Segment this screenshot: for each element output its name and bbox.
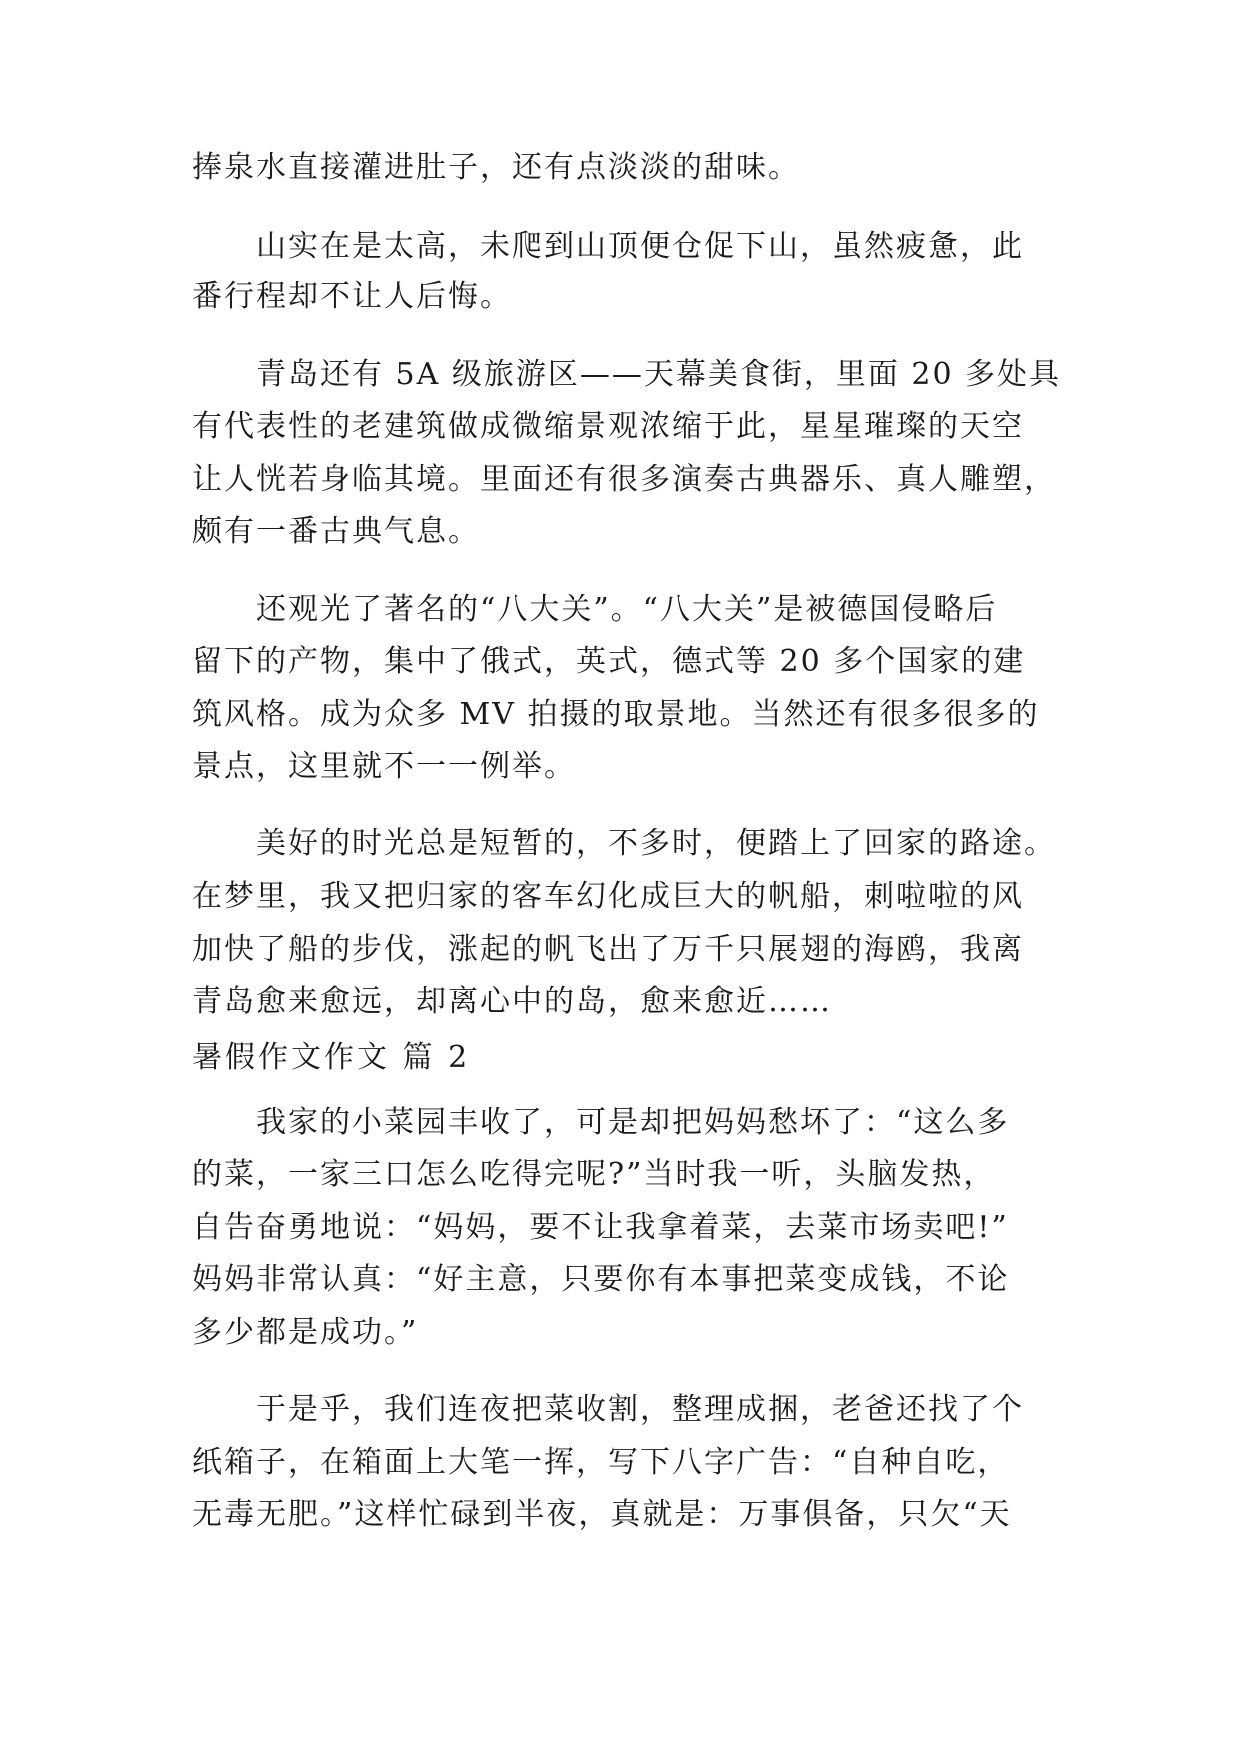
text-line: 纸箱子，在箱面上大笔一挥，写下八字广告：“自种自吃， <box>192 1445 1010 1480</box>
paragraph-first-line: 于是乎，我们连夜把菜收割，整理成捆，老爸还找了个 <box>256 1392 1024 1427</box>
text-line: 有代表性的老建筑做成微缩景观浓缩于此，星星璀璨的天空 <box>192 409 1024 444</box>
text-line: 捧泉水直接灌进肚子，还有点淡淡的甜味。 <box>192 150 800 185</box>
paragraph-first-line: 还观光了著名的“八大关”。“八大关”是被德国侵略后 <box>256 592 998 627</box>
text-line: 多少都是成功。” <box>192 1315 419 1350</box>
text-line: 筑风格。成为众多 MV 拍摄的取景地。当然还有很多很多的 <box>192 697 1040 732</box>
paragraph-first-line: 我家的小菜园丰收了，可是却把妈妈愁坏了：“这么多 <box>256 1105 1010 1140</box>
text-line: 留下的产物，集中了俄式，英式，德式等 20 多个国家的建 <box>192 644 1026 679</box>
text-line: 让人恍若身临其境。里面还有很多演奏古典器乐、真人雕塑， <box>192 462 1056 497</box>
text-line: 景点，这里就不一一例举。 <box>192 749 576 784</box>
paragraph-first-line: 山实在是太高，未爬到山顶便仓促下山，虽然疲惫，此 <box>256 229 1024 264</box>
text-line: 在梦里，我又把归家的客车幻化成巨大的帆船，刺啦啦的风 <box>192 879 1024 914</box>
text-line: 无毒无肥。”这样忙碌到半夜，真就是：万事俱备，只欠“天 <box>192 1497 1012 1532</box>
text-line: 妈妈非常认真：“好主意，只要你有本事把菜变成钱，不论 <box>192 1262 1010 1297</box>
section-heading: 暑假作文作文 篇 2 <box>192 1040 471 1075</box>
paragraph-first-line: 青岛还有 5A 级旅游区——天幕美食街，里面 20 多处具 <box>256 357 1062 392</box>
text-line: 的菜，一家三口怎么吃得完呢?”当时我一听，头脑发热， <box>192 1157 996 1192</box>
text-line: 自告奋勇地说：“妈妈，要不让我拿着菜，去菜市场卖吧!” <box>192 1210 1009 1245</box>
paragraph-first-line: 美好的时光总是短暂的，不多时，便踏上了回家的路途。 <box>256 826 1056 861</box>
text-line: 颇有一番古典气息。 <box>192 514 480 549</box>
text-line: 番行程却不让人后悔。 <box>192 279 512 314</box>
text-line: 青岛愈来愈远，却离心中的岛，愈来愈近…… <box>192 984 832 1019</box>
text-line: 加快了船的步伐，涨起的帆飞出了万千只展翅的海鸥，我离 <box>192 932 1024 967</box>
